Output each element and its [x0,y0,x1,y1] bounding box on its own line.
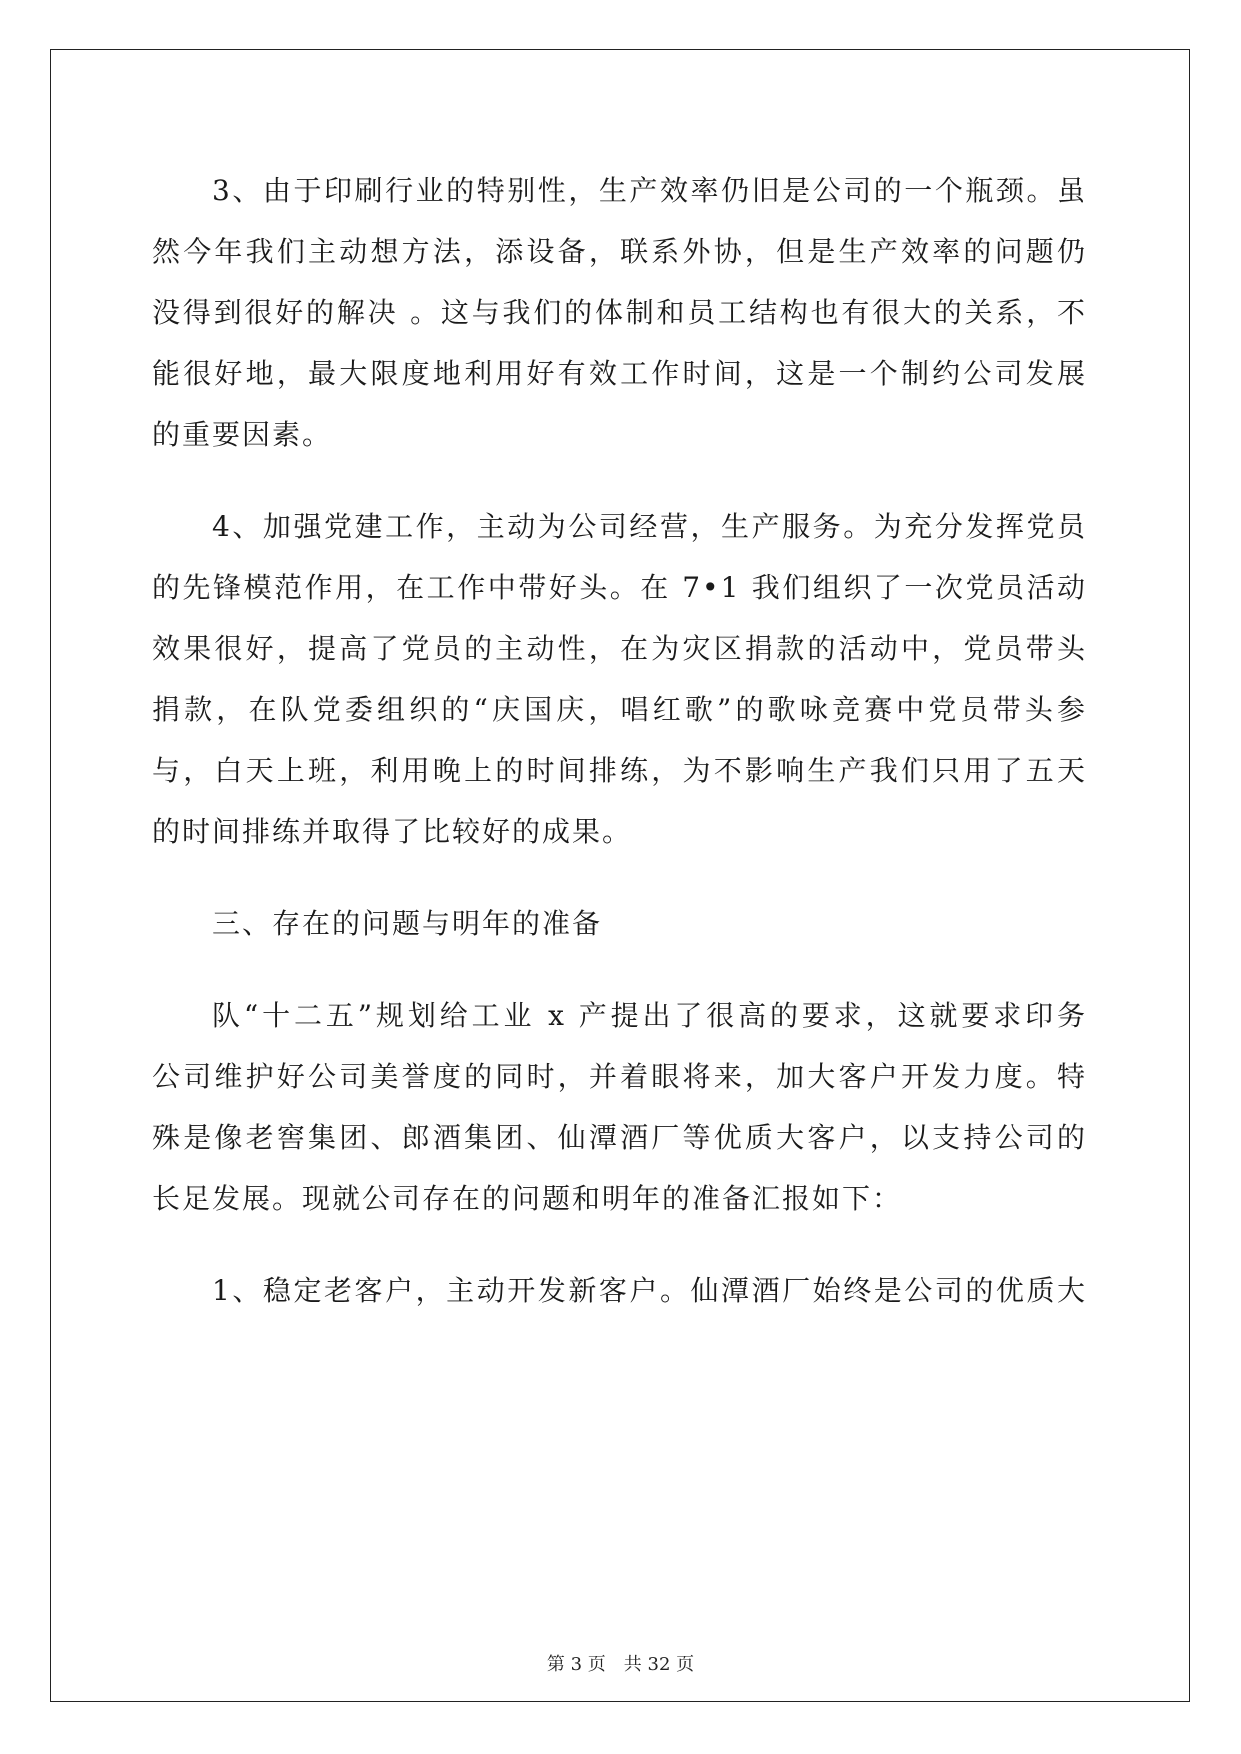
paragraph-2-line-5: 与，白天上班，利用晚上的时间排练，为不影响生产我们只用了五天 [152,754,1087,787]
paragraph-2-line-1: 4、加强党建工作，主动为公司经营，生产服务。为充分发挥党员 [212,510,1087,543]
paragraph-5-line-1: 1、稳定老客户，主动开发新客户。仙潭酒厂始终是公司的优质大 [212,1274,1087,1307]
paragraph-4-line-4: 长足发展。现就公司存在的问题和明年的准备汇报如下： [152,1182,903,1215]
paragraph-4-line-1: 队“十二五”规划给工业 x 产提出了很高的要求，这就要求印务 [212,999,1087,1032]
paragraph-4-line-2: 公司维护好公司美誉度的同时，并着眼将来，加大客户开发力度。特 [152,1060,1087,1093]
paragraph-2 [152,496,1087,862]
paragraph-2-line-6: 的时间排练并取得了比较好的成果。 [152,815,633,848]
paragraph-1 [152,160,1087,465]
paragraph-2-line-4: 捐款，在队党委组织的“庆国庆，唱红歌”的歌咏竞赛中党员带头参 [152,693,1087,726]
paragraph-1-line-4: 能很好地，最大限度地利用好有效工作时间，这是一个制约公司发展 [152,357,1087,390]
paragraph-1-line-3: 没得到很好的解决 。这与我们的体制和员工结构也有很大的关系，不 [152,296,1087,329]
page-number-footer: 第 3 页 共 32 页 [546,1654,695,1675]
paragraph-2-line-3: 效果很好，提高了党员的主动性，在为灾区捐款的活动中，党员带头 [152,632,1087,665]
paragraph-1-line-5: 的重要因素。 [152,418,333,451]
paragraph-4 [152,985,1087,1229]
paragraph-2-line-2: 的先锋模范作用，在工作中带好头。在 7•1 我们组织了一次党员活动 [152,571,1087,604]
paragraph-1-line-1: 3、由于印刷行业的特别性，生产效率仍旧是公司的一个瓶颈。虽 [212,174,1087,207]
section-heading-text: 三、存在的问题与明年的准备 [212,907,603,940]
document-body [152,160,1087,1352]
section-heading [152,893,1087,954]
paragraph-4-line-3: 殊是像老窖集团、郎酒集团、仙潭酒厂等优质大客户，以支持公司的 [152,1121,1087,1154]
paragraph-1-line-2: 然今年我们主动想方法，添设备，联系外协，但是生产效率的问题仍 [152,235,1087,268]
paragraph-5 [152,1260,1087,1321]
